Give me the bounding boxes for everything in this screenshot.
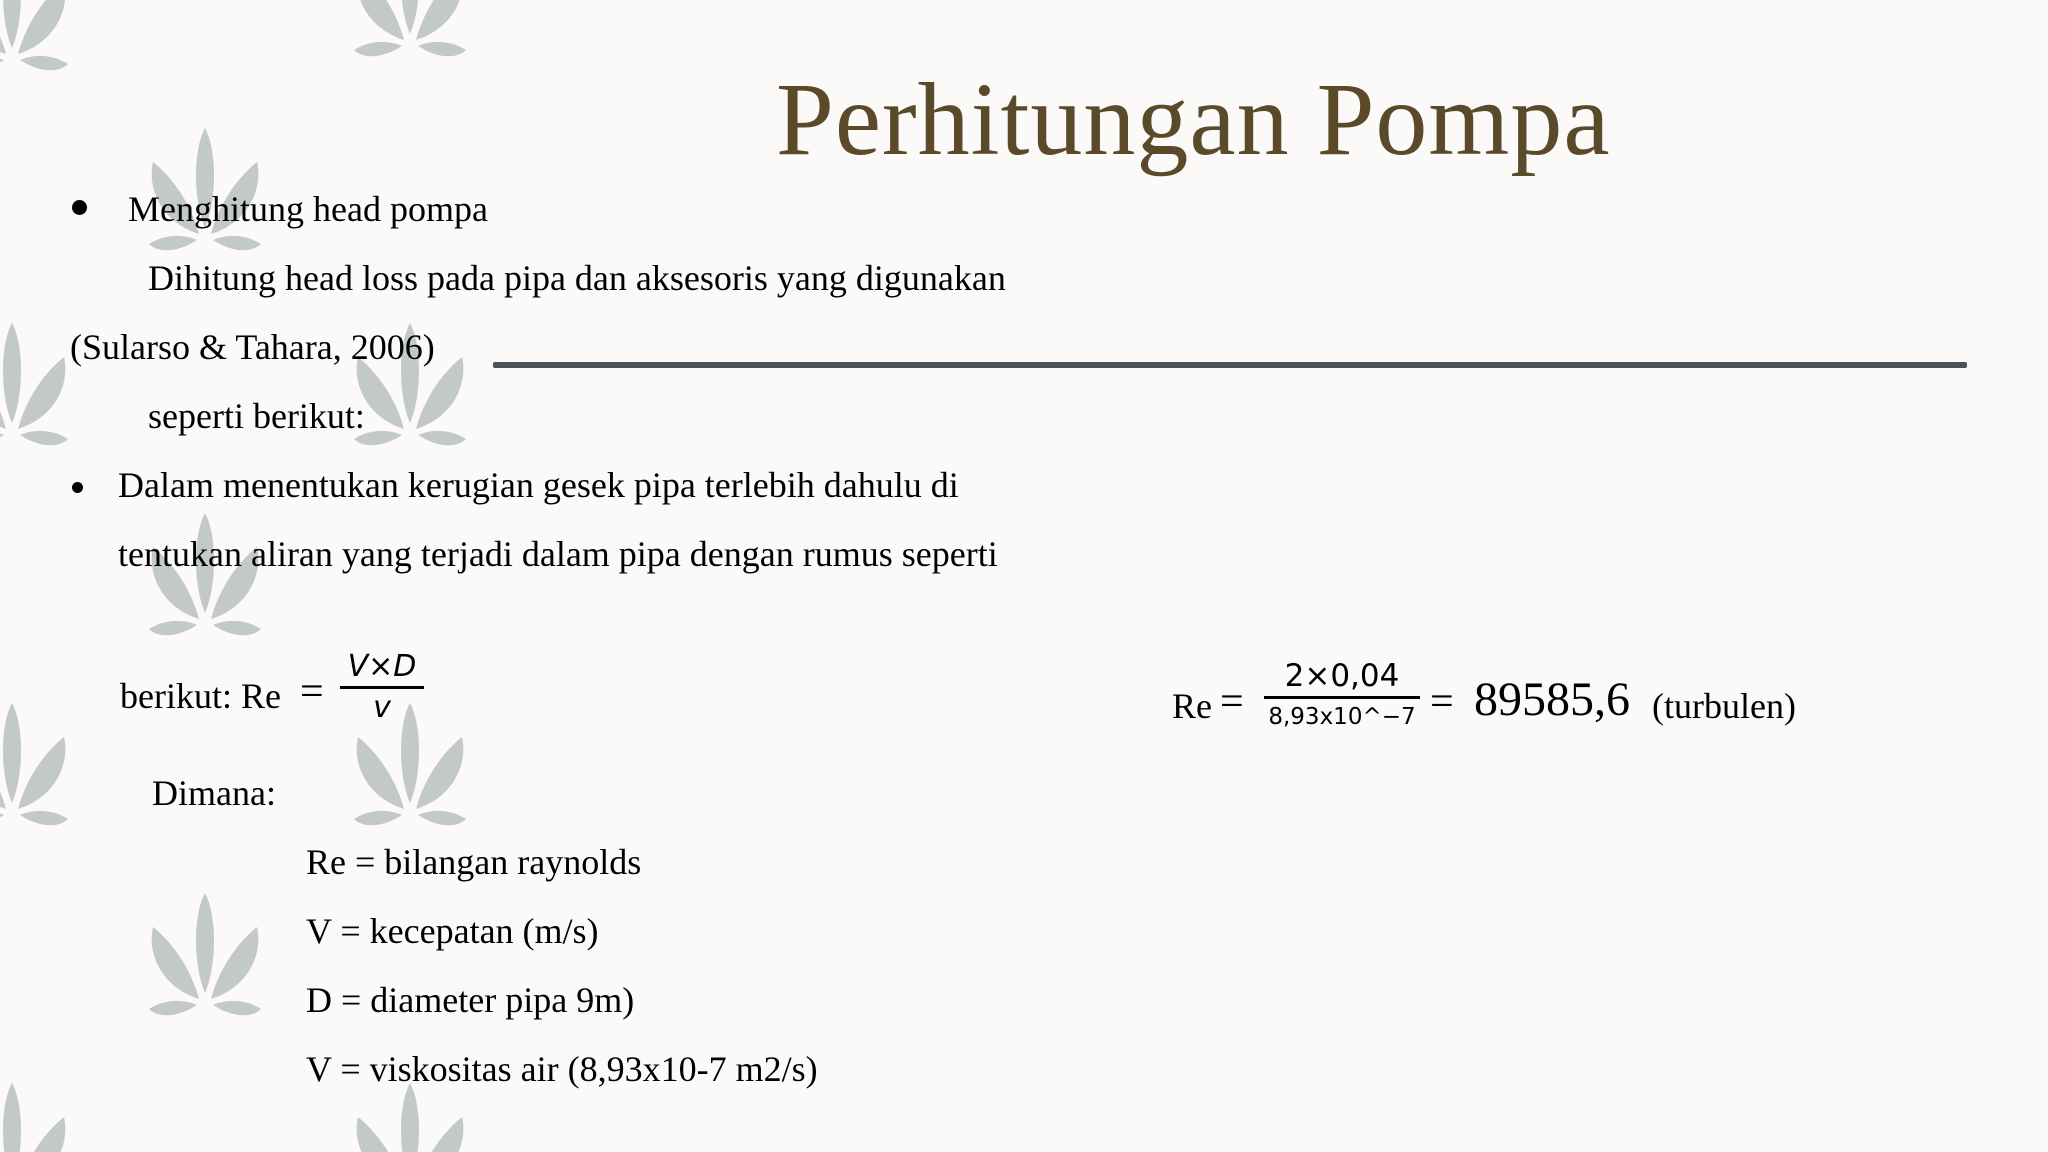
leaf-sprig-icon	[0, 323, 68, 445]
leaf-sprig-icon	[354, 1083, 466, 1152]
bullet-dot-icon	[72, 200, 87, 215]
formula-prefix: berikut: Re	[120, 676, 281, 716]
text-seperti-berikut: seperti berikut:	[148, 396, 365, 436]
leaf-sprig-icon	[149, 893, 261, 1015]
bullet-text-head-pompa: Menghitung head pompa	[128, 189, 488, 229]
text-head-loss: Dihitung head loss pada pipa dan aksesoris yang digunakan	[148, 258, 1006, 298]
calc-equals-2: =	[1430, 679, 1454, 725]
calc-numerator: 2×0,04	[1284, 658, 1400, 694]
definition-diameter: D = diameter pipa 9m)	[306, 980, 635, 1020]
calc-note: (turbulen)	[1652, 686, 1796, 726]
formula-denominator: v	[373, 690, 391, 725]
calc-equals: =	[1220, 679, 1244, 725]
calc-re-label: Re	[1172, 686, 1212, 726]
leaf-sprig-icon	[0, 703, 68, 825]
text-tentukan-aliran: tentukan aliran yang terjadi dalam pipa dengan rumus seperti	[118, 534, 998, 574]
leaf-sprig-icon	[354, 0, 466, 56]
text-citation: (Sularso & Tahara, 2006)	[70, 327, 435, 367]
formula-fraction	[340, 648, 424, 727]
text-dimana: Dimana:	[152, 773, 276, 813]
definition-viskositas: V = viskositas air (8,93x10-7 m2/s)	[306, 1049, 818, 1089]
leaf-sprig-icon	[0, 1083, 68, 1152]
bullet-text-kerugian-gesek: Dalam menentukan kerugian gesek pipa terlebih dahulu di	[118, 465, 959, 505]
definition-re: Re = bilangan raynolds	[306, 842, 642, 882]
formula-numerator: V×D	[347, 649, 417, 684]
calc-fraction	[1264, 656, 1420, 735]
formula-equals: =	[300, 669, 324, 715]
bullet-dot-icon	[72, 482, 83, 493]
definition-kecepatan: V = kecepatan (m/s)	[306, 911, 599, 951]
calc-denominator: 8,93x10^−7	[1268, 704, 1416, 730]
divider-line	[493, 362, 1967, 368]
calc-result: 89585,6	[1474, 673, 1630, 726]
slide-title: Perhitungan Pompa	[776, 62, 1611, 177]
